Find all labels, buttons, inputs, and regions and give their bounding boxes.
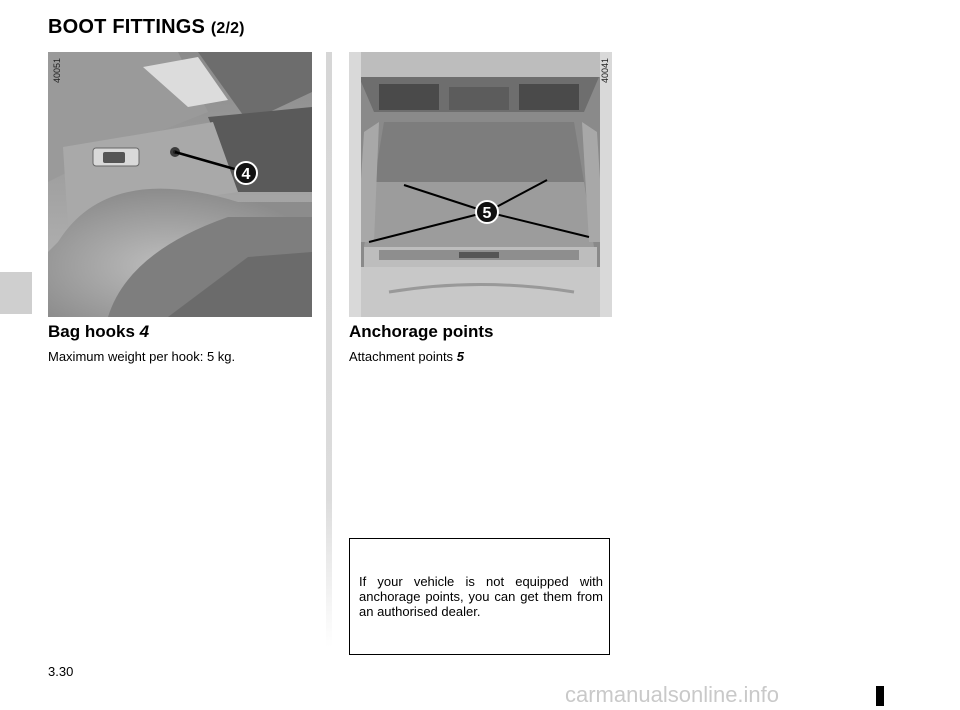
title-part: (2/2) [210,20,245,37]
bag-hooks-heading-text: Bag hooks [48,322,135,341]
page-number: 3.30 [48,664,74,679]
anchorage-points-text [349,349,464,364]
bag-hooks-heading-ref: 4 [139,322,150,341]
section-tab [0,272,32,314]
watermark: carmanualsonline.info [565,682,780,707]
bag-hooks-heading [48,322,149,342]
bag-hook-photo [48,52,312,317]
column-divider [326,52,332,647]
photo-code-right: 40041 [600,58,610,84]
anchorage-points-photo [349,52,612,317]
bag-hooks-text: Maximum weight per hook: 5 kg. [48,349,236,364]
title-main: BOOT FITTINGS [48,16,206,38]
callout-4-label: 4 [241,166,251,183]
anchorage-points-text-main: Attachment points [349,349,454,364]
page-title [48,16,245,39]
callout-5-label: 5 [482,205,492,222]
corner-mark [876,686,884,706]
anchorage-points-heading: Anchorage points [349,322,494,341]
anchorage-points-text-ref: 5 [456,349,464,364]
photo-code-left: 40051 [52,58,62,84]
note-text: If your vehicle is not equipped with anchorage points, you can get them from an authorised dealer. [359,574,603,619]
